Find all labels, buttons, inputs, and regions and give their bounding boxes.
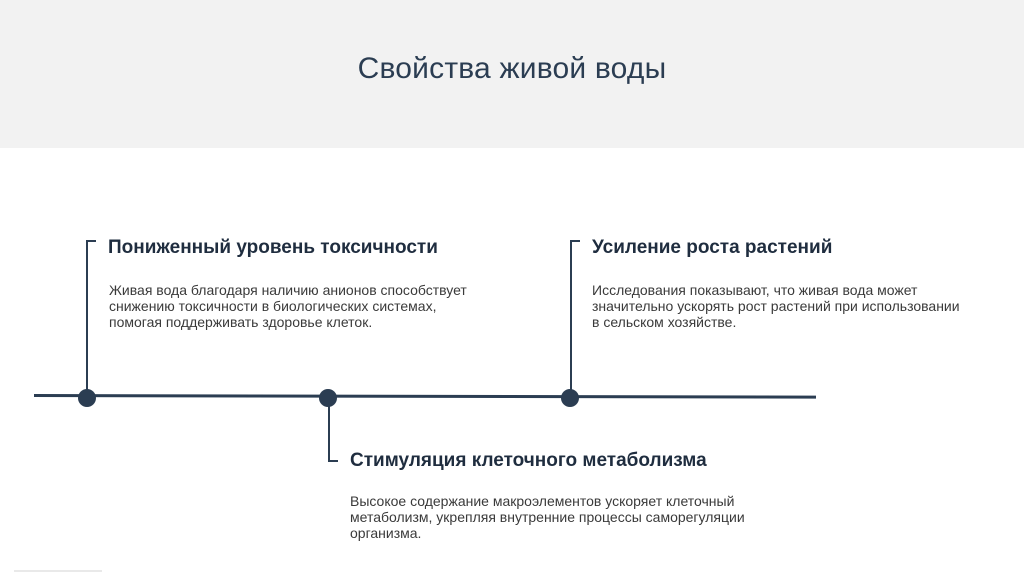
item-1-connector bbox=[86, 240, 88, 398]
item-1-title: Пониженный уровень токсичности bbox=[108, 237, 438, 258]
item-3-connector bbox=[570, 240, 572, 398]
item-3-title: Усиление роста растений bbox=[592, 237, 833, 258]
footer-divider bbox=[14, 570, 102, 572]
slide-title: Свойства живой воды bbox=[357, 52, 667, 85]
timeline-marker-3 bbox=[561, 389, 579, 407]
timeline-marker-1 bbox=[78, 389, 96, 407]
item-1-description: Живая вода благодаря наличию анионов способствует снижению токсичности в биологических системах, помогая поддерживать здоровье клеток. bbox=[109, 282, 467, 330]
item-3-bracket bbox=[570, 240, 580, 242]
item-2-title: Стимуляция клеточного метаболизма bbox=[350, 450, 707, 471]
item-2-bracket bbox=[328, 460, 338, 462]
timeline-axis bbox=[34, 394, 816, 399]
item-2-connector bbox=[328, 400, 330, 462]
item-3-description: Исследования показывают, что живая вода может значительно ускорять рост растений при использовании в сельском хозяйстве. bbox=[592, 282, 960, 330]
item-1-bracket bbox=[86, 240, 96, 242]
item-2-description: Высокое содержание макроэлементов ускоряет клеточный метаболизм, укрепляя внутренние процессы саморегуляции организма. bbox=[350, 493, 745, 541]
